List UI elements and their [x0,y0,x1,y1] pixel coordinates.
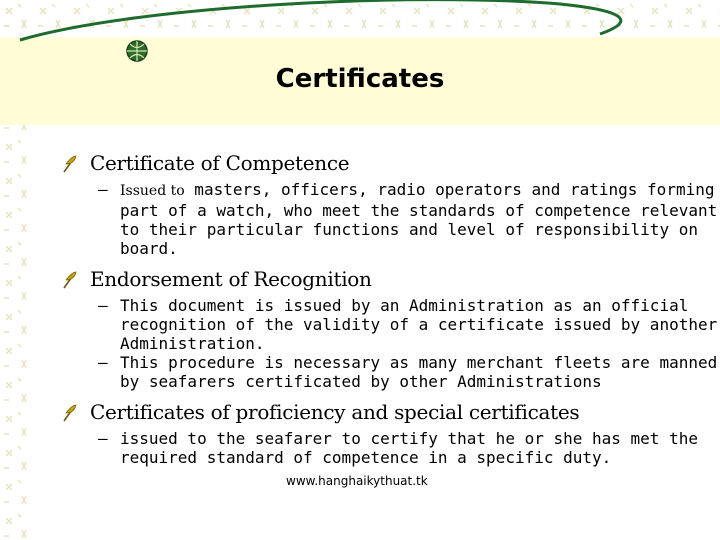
sub-item [98,180,720,258]
dash: – [98,353,108,372]
bullet-endorsement-of-recognition [60,266,716,292]
sub-item [98,353,720,391]
slide-title: Certificates [275,64,445,94]
leaf-bullet-icon [60,403,78,423]
bullet-certificates-of-proficiency [60,399,716,425]
dash: – [98,296,108,315]
section-heading: Certificates of proficiency and special certificates [90,400,580,424]
sub-item [98,296,720,353]
sub-item-text: issued to the seafarer to certify that he or she has met the required standard of competence in a specific duty. [120,429,698,467]
slide-content [60,150,716,467]
sub-item-lead: Issued to [120,183,185,199]
footer-url: www.hanghaikythuat.tk [286,474,428,488]
section-heading: Certificate of Competence [90,151,350,175]
dash: – [98,180,108,199]
sub-item-text: This document is issued by an Administration as an official recognition of the validity of a certificate issued by another Administration. [120,296,718,353]
sub-item-text: This procedure is necessary as many merchant fleets are manned by seafarers certificated by other Administrations [120,353,718,391]
globe-logo-icon [127,41,147,61]
dash: – [98,429,108,448]
sub-item-text: masters, officers, radio operators and ratings forming part of a watch, who meet the standards of competence relevant to their particular functions and level of responsibility on board. [120,180,718,258]
leaf-bullet-icon [60,270,78,290]
sub-item [98,429,720,467]
leaf-bullet-icon [60,154,78,174]
bullet-certificate-of-competence [60,150,716,176]
section-heading: Endorsement of Recognition [90,267,372,291]
